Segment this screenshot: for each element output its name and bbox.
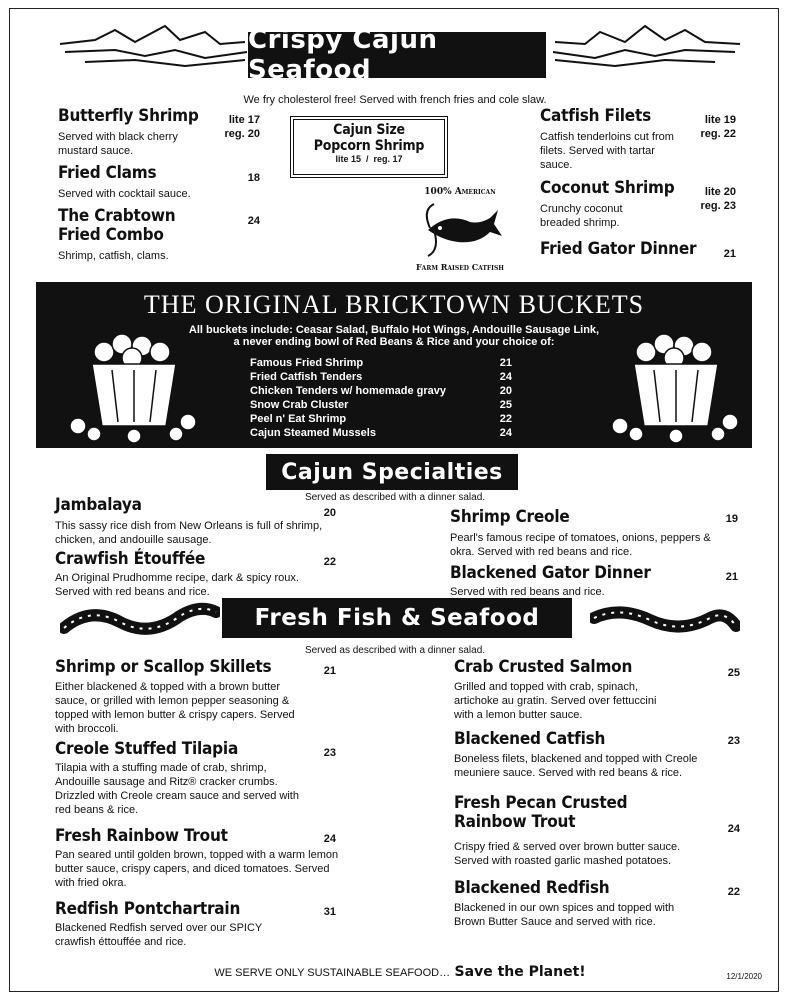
footer-lead: WE SERVE ONLY SUSTAINABLE SEAFOOD…	[214, 967, 451, 979]
fish-subtitle: Served as described with a dinner salad.	[304, 645, 486, 656]
item-desc: Blackened in our own spices and topped with Brown Butter Sauce and served with rice.	[454, 902, 675, 928]
menu-item	[454, 879, 714, 929]
item-name: Blackened Redfish	[454, 878, 610, 898]
item-name: Butterfly Shrimp	[58, 106, 199, 126]
list-item	[250, 370, 512, 384]
item-name: Fried Clams	[58, 163, 157, 183]
menu-item	[55, 900, 315, 949]
right-eel-decoration	[590, 598, 740, 642]
header-subtitle: We fry cholesterol free! Served with french fries and cole slaw.	[243, 94, 547, 106]
bucket-price: 25	[499, 399, 512, 411]
buckets-intro-line2: a never ending bowl of Red Beans & Rice and your choice of:	[233, 336, 555, 348]
item-price: 24	[323, 833, 336, 845]
item-name: Shrimp or Scallop Skillets	[55, 657, 272, 677]
item-price: 18	[247, 172, 260, 184]
bucket-price: 21	[499, 357, 512, 369]
buckets-panel	[36, 282, 752, 448]
item-desc: Served with cocktail sauce.	[58, 188, 191, 200]
item-desc: Catfish tenderloins cut from filets. Served with tartar sauce.	[540, 131, 674, 171]
popcorn-shrimp-box	[290, 116, 448, 178]
menu-item	[540, 179, 690, 230]
item-desc: Boneless filets, blackened and topped with Creole meuniere sauce. Served with red beans & rice.	[454, 753, 698, 779]
item-price: 19	[725, 513, 738, 525]
header-title: Crispy Cajun Seafood	[248, 32, 546, 78]
bucket-name: Chicken Tenders w/ homemade gravy	[250, 385, 447, 397]
menu-item	[454, 794, 634, 832]
bucket-name: Fried Catfish Tenders	[250, 371, 363, 383]
fish-title: Fresh Fish & Seafood	[222, 598, 572, 638]
cajun-subtitle: Served as described with a dinner salad.	[304, 492, 486, 503]
item-name: Jambalaya	[55, 495, 142, 515]
catfish-logo-top: 100% American	[424, 187, 496, 197]
bucket-price: 24	[499, 427, 512, 439]
menu-item	[450, 564, 730, 599]
item-name: Crab Crusted Salmon	[454, 657, 633, 677]
price-lite: lite 20	[704, 186, 736, 198]
right-bucket-icon	[606, 330, 746, 444]
item-name: The Crabtown Fried Combo	[58, 206, 176, 245]
list-item	[250, 398, 512, 412]
catfish-logo-bottom: Farm Raised Catfish	[416, 262, 504, 272]
item-desc: Either blackened & topped with a brown butter sauce, or grilled with lemon pepper seasoning & topped with lemon butter & crispy capers. Served with broccoli.	[55, 681, 295, 735]
list-item	[250, 384, 512, 398]
item-desc: Tilapia with a stuffing made of crab, shrimp, Andouille sausage and Ritz® cracker crumbs. Drizzled with Creole cream sauce and served with red beans & rice.	[55, 762, 299, 816]
price-reg: reg. 23	[700, 200, 736, 212]
item-desc: Served with black cherry mustard sauce.	[58, 131, 178, 157]
item-price: 21	[323, 665, 336, 677]
menu-item	[454, 730, 734, 780]
buckets-list	[250, 356, 512, 440]
item-price: 24	[727, 823, 740, 835]
footer	[190, 963, 610, 981]
price-reg: reg. 20	[224, 128, 260, 140]
catfish-icon	[420, 200, 506, 258]
item-price: 23	[323, 747, 336, 759]
item-name: Fried Gator Dinner	[540, 239, 697, 259]
item-name: Creole Stuffed Tilapia	[55, 739, 239, 759]
list-item	[250, 426, 512, 440]
bucket-name: Cajun Steamed Mussels	[250, 427, 376, 439]
item-price	[200, 113, 260, 141]
list-item	[250, 412, 512, 426]
price-reg: reg. 22	[700, 128, 736, 140]
item-desc: Crunchy coconut breaded shrimp.	[540, 203, 623, 229]
item-price: 21	[725, 571, 738, 583]
item-price: 20	[323, 507, 336, 519]
buckets-intro-line1: All buckets include: Ceasar Salad, Buffalo Hot Wings, Andouille Sausage Link,	[188, 324, 600, 336]
item-price: 22	[727, 886, 740, 898]
item-price: 24	[247, 215, 260, 227]
popcorn-line1: Cajun Size	[333, 122, 405, 138]
bucket-name: Snow Crab Cluster	[250, 399, 349, 411]
item-desc: Grilled and topped with crab, spinach, artichoke au gratin. Served over fettuccini with a lemon butter sauce.	[454, 681, 657, 721]
cajun-title: Cajun Specialties	[266, 454, 518, 490]
bucket-price: 22	[499, 413, 512, 425]
item-desc: Blackened Redfish served over our SPICY crawfish éttouffée and rice.	[55, 922, 263, 948]
item-desc: Pan seared until golden brown, topped with a warm lemon butter sauce, crispy capers, and diced tomatoes. Served with fried okra.	[55, 849, 339, 889]
item-desc: Served with red beans and rice.	[450, 586, 605, 598]
buckets-title: THE ORIGINAL BRICKTOWN BUCKETS	[143, 290, 645, 319]
menu-item	[540, 107, 690, 172]
popcorn-prices: lite 15 / reg. 17	[335, 154, 403, 164]
item-price: 21	[723, 248, 736, 260]
footer-emphasis: Save the Planet!	[454, 964, 586, 980]
item-name: Blackened Gator Dinner	[450, 563, 651, 583]
list-item	[250, 356, 512, 370]
item-price: 23	[727, 735, 740, 747]
item-name: Fresh Pecan Crusted Rainbow Trout	[454, 793, 628, 832]
left-eel-decoration	[60, 598, 220, 642]
bucket-name: Famous Fried Shrimp	[250, 357, 364, 369]
item-name: Fresh Rainbow Trout	[55, 826, 228, 846]
left-burst-decoration	[55, 22, 255, 68]
item-price: 25	[727, 667, 740, 679]
item-desc: Pearl's famous recipe of tomatoes, onions, peppers & okra. Served with red beans and rice.	[450, 532, 711, 558]
item-name: Coconut Shrimp	[540, 178, 675, 198]
price-lite: lite 17	[228, 114, 260, 126]
item-desc: Crispy fried & served over brown butter sauce. Served with roasted garlic mashed potatoes.	[454, 841, 681, 867]
item-price: 31	[323, 906, 336, 918]
bucket-price: 24	[499, 371, 512, 383]
bucket-price: 20	[499, 385, 512, 397]
item-desc: Shrimp, catfish, clams.	[58, 250, 169, 262]
left-bucket-icon	[64, 330, 204, 444]
item-desc: This sassy rice dish from New Orleans is full of shrimp, chicken, and andouille sausage.	[55, 520, 323, 546]
item-name: Catfish Filets	[540, 106, 651, 126]
item-price	[676, 185, 736, 213]
right-burst-decoration	[545, 22, 745, 68]
menu-item	[55, 658, 315, 736]
menu-item	[454, 658, 714, 722]
item-desc: An Original Prudhomme recipe, dark & spicy roux. Served with red beans and rice.	[55, 572, 299, 598]
menu-item	[55, 740, 315, 817]
item-name: Crawfish Étouffée	[55, 549, 206, 569]
item-price: 22	[323, 556, 336, 568]
popcorn-line2: Popcorn Shrimp	[313, 138, 425, 154]
bucket-name: Peel n' Eat Shrimp	[250, 413, 347, 425]
menu-item	[450, 508, 730, 559]
footer-date: 12/1/2020	[726, 972, 762, 981]
menu-item	[55, 496, 345, 547]
item-name: Blackened Catfish	[454, 729, 606, 749]
item-name: Shrimp Creole	[450, 507, 570, 527]
price-lite: lite 19	[704, 114, 736, 126]
item-name: Redfish Pontchartrain	[55, 899, 241, 919]
item-price	[676, 113, 736, 141]
